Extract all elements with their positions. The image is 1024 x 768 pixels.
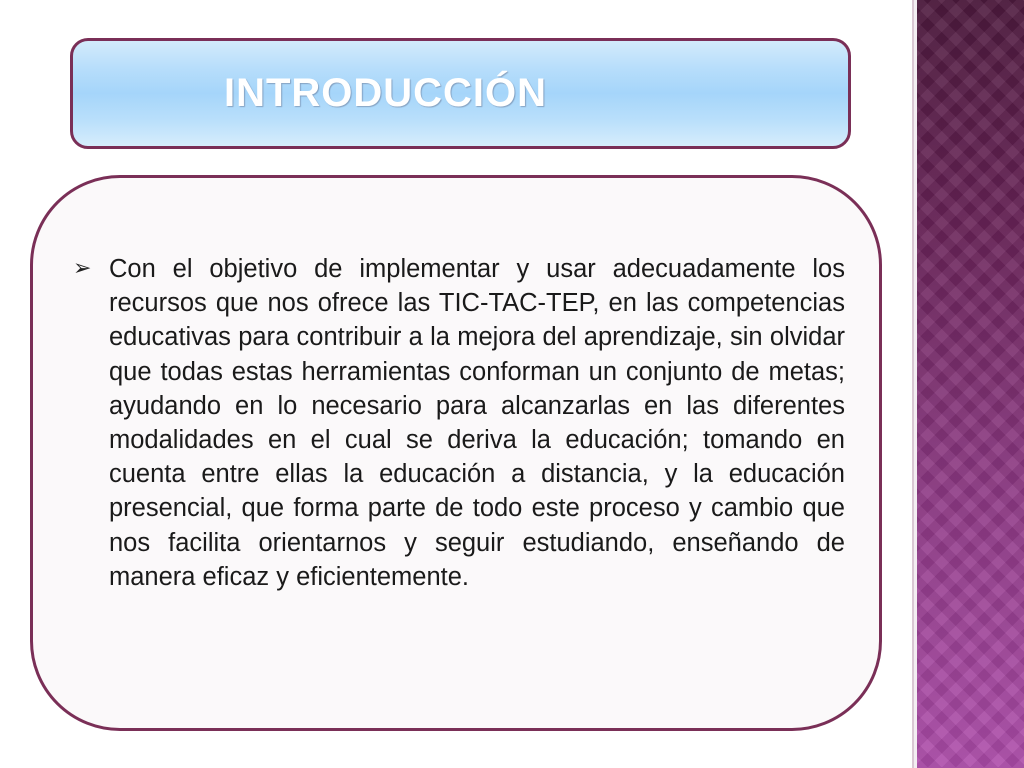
bullet-text: Con el objetivo de implementar y usar adecuadamente los recursos que nos ofrece las TIC-TAC-TEP, en las competencias educativas para contribuir a la mejora del aprendizaje, sin olvidar que todas estas herramientas conforman un conjunto de metas; ayudando en lo necesario para alcanzarlas en las diferentes modalidades en el cual se deriva la educación; tomando en cuenta entre ellas la educación a distancia, y la educación presencial, que forma parte de todo este proceso y cambio que nos facilita orientarnos y seguir estudiando, enseñando de manera eficaz y eficientemente. — [109, 255, 845, 591]
title-box — [70, 38, 851, 149]
decorative-side-band — [912, 0, 1024, 768]
bullet-item — [73, 252, 845, 594]
arrowhead-bullet-icon: ➢ — [73, 256, 92, 281]
slide-title: INTRODUCCIÓN — [223, 71, 548, 115]
content-box — [30, 175, 882, 731]
